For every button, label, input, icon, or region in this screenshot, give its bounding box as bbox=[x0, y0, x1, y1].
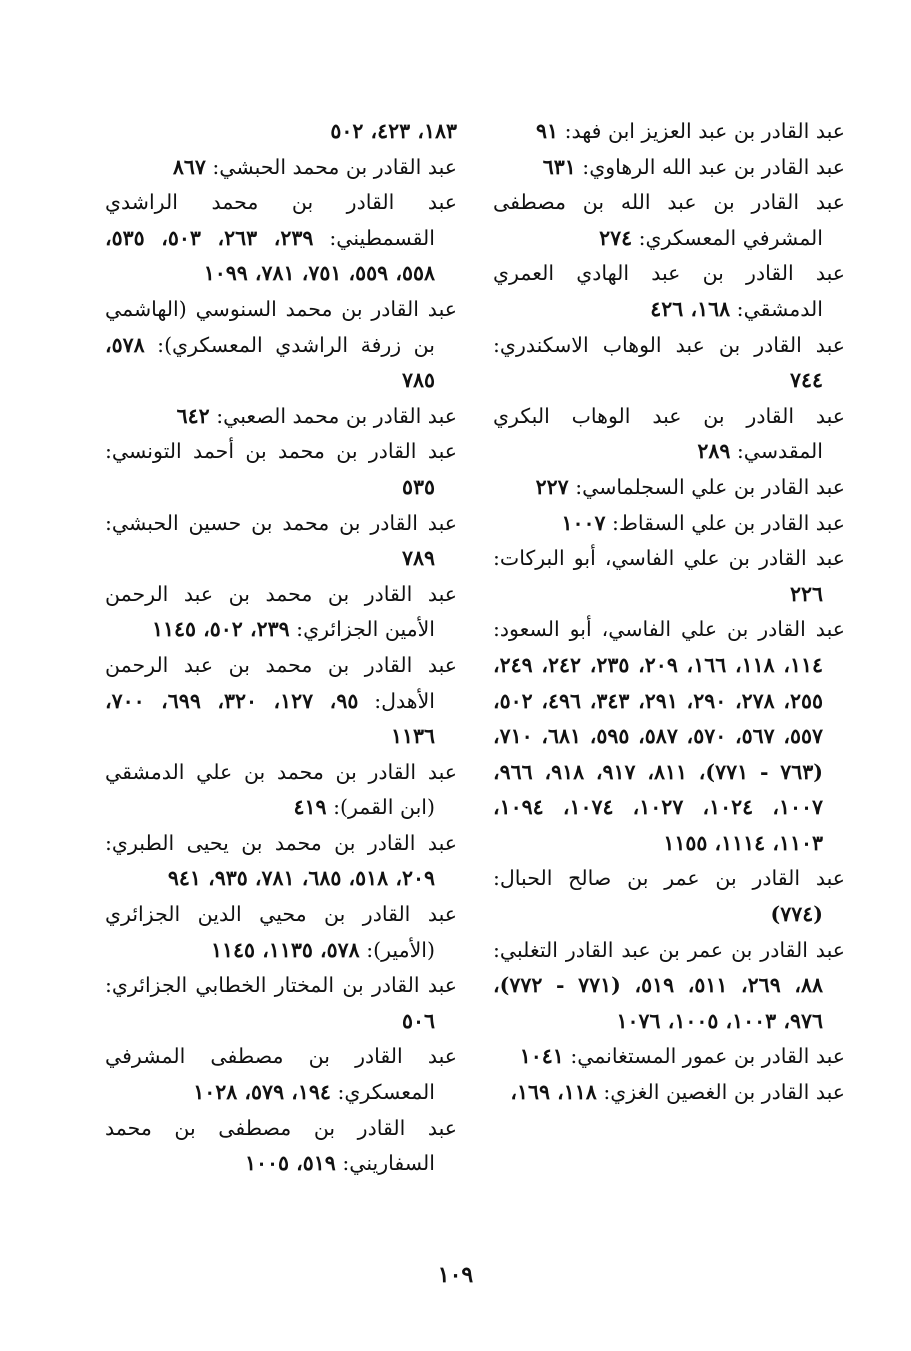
entry-name: عبد القادر بن عبد الوهاب الاسكندري: bbox=[493, 332, 845, 357]
index-entry bbox=[493, 256, 845, 327]
index-entry bbox=[493, 506, 845, 542]
entry-name: عبد القادر بن محمد بن عبد الرحمن الأهدل: bbox=[105, 652, 457, 713]
index-entry bbox=[105, 399, 457, 435]
entry-pages: ٢٣٩، ٢٦٣، ٥٠٣، ٥٣٥، ٥٥٨، ٥٥٩، ٧٥١، ٧٨١، ١٠٩٩ bbox=[105, 225, 435, 286]
index-entry bbox=[493, 399, 845, 470]
entry-name: عبد القادر بن محيي الدين الجزائري (الأمير): bbox=[105, 902, 457, 962]
entry-pages: ٩٥، ١٢٧، ٣٢٠، ٦٩٩، ٧٠٠، ١١٣٦ bbox=[105, 688, 435, 749]
index-entry bbox=[105, 292, 457, 399]
index-entry bbox=[493, 328, 845, 399]
entry-pages: ٢٨٩ bbox=[697, 439, 731, 464]
entry-pages: ٦٣١ bbox=[542, 154, 576, 179]
entry-name: عبد القادر بن عبد الوهاب البكري المقدسي: bbox=[493, 403, 845, 464]
index-entry bbox=[493, 150, 845, 186]
entry-pages: ٦٤٢ bbox=[176, 403, 210, 428]
entry-name: عبد القادر بن محمد بن حسين الحبشي: bbox=[105, 510, 457, 535]
index-entry bbox=[105, 185, 457, 292]
entry-name: عبد القادر بن عمر بن صالح الحبال: bbox=[493, 866, 845, 891]
entry-pages: ٢٣٩، ٥٠٢، ١١٤٥ bbox=[151, 617, 290, 642]
entry-name: عبد القادر بن علي السجلماسي: bbox=[575, 474, 845, 499]
entry-pages: ١١٤، ١١٨، ١٦٦، ٢٠٩، ٢٣٥، ٢٤٢، ٢٤٩، ٢٥٥، ٢٧٨، ٢٩٠، ٢٩١، ٣٤٣، ٤٩٦، ٥٠٢، ٥٥٧، ٥٦٧، ٥٧٠، ٥٨٧، ٥٩٥، ٦٨١، ٧١٠، (٧٦٣ - ٧٧١)، ٨١١، ٩١٧، ٩١٨، ٩٦٦، ١٠٠٧، ١٠٢٤، ١٠٢٧، ١٠٧٤، ١٠٩٤، ١١٠٣، ١١١٤، ١١٥٥ bbox=[493, 652, 824, 855]
page-number: ١٠٩ bbox=[437, 1262, 474, 1288]
index-entry bbox=[493, 541, 845, 612]
entry-pages: ٢٠٩، ٥١٨، ٦٨٥، ٧٨١، ٩٣٥، ٩٤١ bbox=[167, 866, 435, 891]
index-entry bbox=[493, 1075, 845, 1111]
entry-name: عبد القادر بن محمد الصعبي: bbox=[216, 403, 457, 428]
index-entry bbox=[493, 612, 845, 861]
entry-pages: ٥١٩، ١٠٠٥ bbox=[244, 1151, 336, 1176]
index-entry bbox=[105, 648, 457, 755]
entry-name: عبد القادر بن محمد بن عبد الرحمن الأمين الجزائري: bbox=[105, 581, 457, 642]
entry-pages: ١٩٤، ٥٧٩، ١٠٢٨ bbox=[193, 1080, 331, 1105]
entry-pages: (٧٧٤) bbox=[770, 902, 823, 927]
index-entry bbox=[493, 114, 845, 150]
index-entry bbox=[105, 114, 457, 150]
entry-name: عبد القادر بن محمد السنوسي (الهاشمي بن زرفة الراشدي المعسكري): bbox=[105, 296, 457, 357]
right-column bbox=[493, 114, 845, 1111]
index-entry bbox=[105, 1111, 457, 1182]
index-entry bbox=[105, 150, 457, 186]
index-entry bbox=[493, 470, 845, 506]
index-entry bbox=[493, 1039, 845, 1075]
entry-pages: ٤١٩ bbox=[293, 795, 327, 820]
entry-name: عبد القادر بن عمر بن عبد القادر التغلبي: bbox=[493, 937, 845, 962]
entry-pages: ١١٨، ١٦٩، bbox=[510, 1080, 597, 1105]
entry-pages: ٢٢٧ bbox=[535, 474, 569, 499]
entry-name: عبد القادر بن عبد الله الرهاوي: bbox=[582, 154, 845, 179]
index-entry bbox=[493, 861, 845, 932]
entry-name: عبد القادر بن عبد الهادي العمري الدمشقي: bbox=[493, 261, 845, 321]
entry-pages: ٨٨، ٢٦٩، ٥١١، ٥١٩، (٧٧١ - ٧٧٢)، ٩٧٦، ١٠٠٣، ١٠٠٥، ١٠٧٦ bbox=[493, 973, 823, 1033]
entry-name: عبد القادر بن محمد بن أحمد التونسي: bbox=[105, 439, 457, 464]
entry-pages: ٨٦٧ bbox=[172, 154, 206, 179]
index-entry bbox=[105, 434, 457, 505]
entry-pages: ٢٧٤ bbox=[599, 225, 633, 250]
entry-name: عبد القادر بن عبد العزيز ابن فهد: bbox=[564, 119, 845, 143]
entry-name: عبد القادر بن محمد بن علي الدمشقي (ابن القمر): bbox=[105, 759, 457, 820]
index-entry bbox=[105, 506, 457, 577]
entry-name: عبد القادر بن عمور المستغانمي: bbox=[570, 1044, 845, 1069]
index-entry bbox=[493, 185, 845, 256]
entry-pages: ١٦٨، ٤٢٦ bbox=[650, 296, 731, 321]
index-entry bbox=[105, 577, 457, 648]
entry-name: عبد القادر بن علي الفاسي، أبو البركات: bbox=[493, 546, 845, 571]
entry-name: عبد القادر بن محمد الحبشي: bbox=[212, 154, 457, 179]
entry-name: عبد القادر بن علي السقاط: bbox=[612, 510, 845, 535]
entry-pages: ١٨٣، ٤٢٣، ٥٠٢ bbox=[330, 119, 457, 143]
entry-name: عبد القادر بن محمد بن يحيى الطبري: bbox=[105, 830, 457, 855]
entry-name: عبد القادر بن المختار الخطابي الجزائري: bbox=[105, 973, 457, 998]
entry-name: عبد القادر بن مصطفى بن محمد السفاريني: bbox=[105, 1115, 457, 1176]
entry-pages: ٢٢٦ bbox=[789, 581, 823, 606]
entry-pages: ٩١ bbox=[536, 119, 559, 143]
index-entry bbox=[105, 897, 457, 968]
index-entry bbox=[105, 755, 457, 826]
entry-pages: ٥٠٦ bbox=[401, 1008, 435, 1033]
entry-pages: ٧٤٤ bbox=[789, 368, 823, 393]
entry-name: عبد القادر بن محمد الراشدي القسمطيني: bbox=[105, 190, 457, 250]
entry-pages: ٥٣٥ bbox=[401, 474, 435, 499]
entry-name: عبد القادر بن مصطفى المشرفي المعسكري: bbox=[105, 1044, 457, 1105]
entry-pages: ١٠٤١ bbox=[519, 1044, 564, 1069]
entry-pages: ٧٨٩ bbox=[401, 546, 435, 571]
entry-name: عبد القادر بن علي الفاسي، أبو السعود: bbox=[493, 617, 845, 642]
index-entry bbox=[105, 826, 457, 897]
entry-name: عبد القادر بن الغصين الغزي: bbox=[603, 1080, 845, 1105]
left-column bbox=[105, 114, 457, 1182]
entry-name: عبد القادر بن عبد الله بن مصطفى المشرفي المعسكري: bbox=[493, 190, 845, 250]
index-entry bbox=[493, 933, 845, 1040]
entry-pages: ٥٧٨، ١١٣٥، ١١٤٥ bbox=[211, 937, 360, 962]
index-entry bbox=[105, 968, 457, 1039]
index-entry bbox=[105, 1039, 457, 1110]
entry-pages: ٥٧٨، ٧٨٥ bbox=[105, 332, 435, 393]
entry-pages: ١٠٠٧ bbox=[561, 510, 606, 535]
